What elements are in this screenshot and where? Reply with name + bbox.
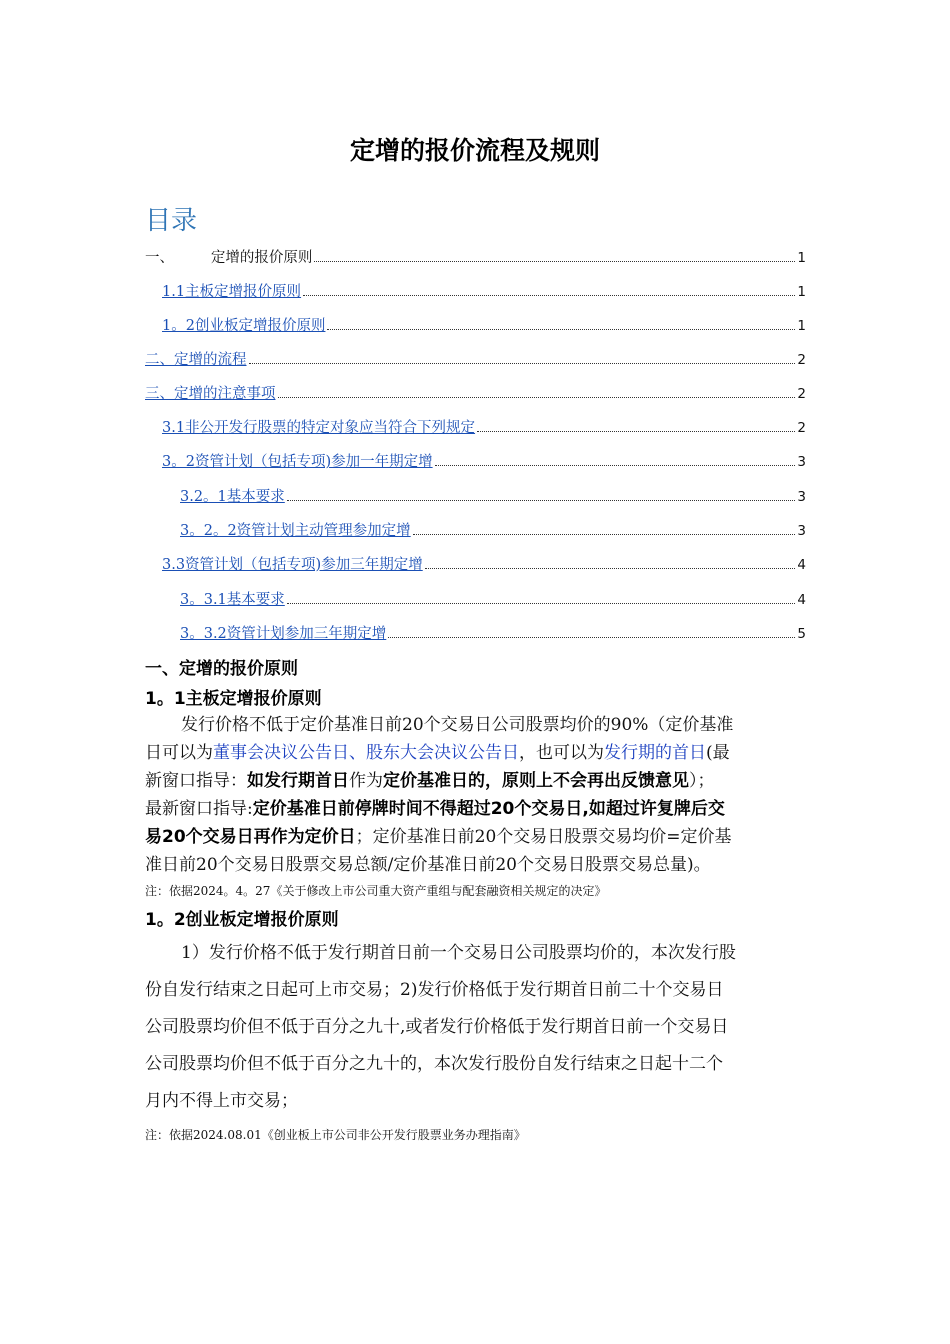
toc-item-page: 5 bbox=[797, 626, 806, 642]
toc-leader-dots bbox=[287, 499, 796, 501]
text-run: ，也可以为 bbox=[519, 743, 604, 763]
bold-text: 定价基准日前停牌时间不得超过20个交易日,如超过许复牌后交 bbox=[252, 799, 725, 819]
toc-leader-dots bbox=[435, 464, 796, 466]
paragraph-line bbox=[145, 795, 807, 823]
subsection-heading: 1。1主板定增报价原则 bbox=[145, 689, 322, 709]
toc-leader-dots bbox=[327, 328, 795, 330]
toc-item[interactable] bbox=[145, 348, 806, 370]
paragraph-line bbox=[145, 767, 807, 795]
toc-leader-dots bbox=[314, 260, 795, 262]
paragraph-line bbox=[145, 823, 807, 851]
bold-text: 定价基准日的，原则上不会再出反馈意见 bbox=[383, 771, 689, 791]
toc-item-page: 2 bbox=[797, 352, 806, 368]
toc-item-label: 1.1主板定增报价原则 bbox=[162, 284, 302, 300]
toc-item-label: 1。2创业板定增报价原则 bbox=[162, 318, 326, 334]
toc-item[interactable] bbox=[162, 553, 806, 575]
text-run: 新窗口指导： bbox=[145, 771, 247, 791]
paragraph-line bbox=[145, 739, 807, 767]
toc-item-label: 二、定增的流程 bbox=[145, 352, 247, 368]
toc-item-label: 3。2资管计划（包括专项)参加一年期定增 bbox=[162, 454, 433, 470]
subsection-heading: 1。2创业板定增报价原则 bbox=[145, 910, 339, 930]
toc-leader-dots bbox=[278, 396, 796, 398]
bold-text: 易20个交易日再作为定价日 bbox=[145, 827, 356, 847]
toc-item-page: 2 bbox=[797, 386, 806, 402]
paragraph-line: 公司股票均价但不低于百分之九十,或者发行价格低于发行期首日前一个交易日 bbox=[145, 1017, 729, 1037]
toc-item[interactable] bbox=[180, 519, 806, 541]
paragraph-line: 公司股票均价但不低于百分之九十的，本次发行股份自发行结束之日起十二个 bbox=[145, 1054, 723, 1074]
highlighted-text: 发行期的首日 bbox=[604, 743, 706, 763]
main-board-pricing-paragraph bbox=[145, 711, 807, 879]
toc-item[interactable] bbox=[180, 588, 806, 610]
text-run: 最新窗口指导: bbox=[145, 799, 253, 819]
toc-item-label: 3.2。1基本要求 bbox=[180, 489, 285, 505]
toc-item-label: 3。3.1基本要求 bbox=[180, 592, 285, 608]
toc-leader-dots bbox=[249, 362, 796, 364]
toc-item-label: 3。2。2资管计划主动管理参加定增 bbox=[180, 523, 411, 539]
source-note: 注：依据2024.08.01《创业板上市公司非公开发行股票业务办理指南》 bbox=[145, 1128, 526, 1142]
toc-item-page: 1 bbox=[797, 318, 806, 334]
toc-item[interactable] bbox=[145, 246, 806, 268]
toc-item[interactable] bbox=[162, 280, 806, 302]
toc-item[interactable] bbox=[162, 450, 806, 472]
toc-item-page: 1 bbox=[797, 284, 806, 300]
toc-heading: 目录 bbox=[145, 206, 198, 236]
toc-item-label: 三、定增的注意事项 bbox=[145, 386, 276, 402]
toc-item-label: 一、 定增的报价原则 bbox=[145, 250, 313, 266]
paragraph-line: 份自发行结束之日起可上市交易；2)发行价格低于发行期首日前二十个交易日 bbox=[145, 980, 724, 1000]
text-run: ；定价基准日前20个交易日股票交易均价=定价基 bbox=[355, 827, 732, 847]
text-run: 发行价格不低于定价基准日前20个交易日公司股票均价的90%（定价基准 bbox=[181, 715, 734, 735]
text-run: ）； bbox=[689, 771, 715, 791]
text-run: 日可以为 bbox=[145, 743, 213, 763]
toc-item-page: 4 bbox=[797, 557, 806, 573]
document-title: 定增的报价流程及规则 bbox=[349, 136, 600, 165]
toc-leader-dots bbox=[303, 294, 795, 296]
toc-item-page: 3 bbox=[797, 489, 806, 505]
source-note: 注：依据2024。4。27《关于修改上市公司重大资产重组与配套融资相关规定的决定》 bbox=[145, 884, 607, 898]
toc-item[interactable] bbox=[162, 314, 806, 336]
toc-leader-dots bbox=[388, 636, 795, 638]
toc-item-page: 3 bbox=[797, 523, 806, 539]
toc-item[interactable] bbox=[162, 416, 806, 438]
paragraph-line: 月内不得上市交易； bbox=[145, 1091, 298, 1111]
toc-item-page: 2 bbox=[797, 420, 806, 436]
paragraph-line bbox=[145, 851, 807, 879]
text-run: 作为 bbox=[349, 771, 383, 791]
toc-item[interactable] bbox=[145, 382, 806, 404]
toc-item[interactable] bbox=[180, 622, 806, 644]
toc-item-page: 4 bbox=[797, 592, 806, 608]
toc-leader-dots bbox=[287, 602, 796, 604]
chinext-pricing-paragraph bbox=[145, 935, 807, 1120]
toc-item-label: 3.3资管计划（包括专项)参加三年期定增 bbox=[162, 557, 423, 573]
toc-leader-dots bbox=[425, 567, 796, 569]
toc-leader-dots bbox=[477, 430, 795, 432]
toc-item-page: 3 bbox=[797, 454, 806, 470]
toc-leader-dots bbox=[413, 533, 796, 535]
highlighted-text: 董事会决议公告日、股东大会决议公告日 bbox=[213, 743, 519, 763]
toc-item-label: 3.1非公开发行股票的特定对象应当符合下列规定 bbox=[162, 420, 476, 436]
toc-item-label: 3。3.2资管计划参加三年期定增 bbox=[180, 626, 387, 642]
bold-text: 如发行期首日 bbox=[247, 771, 349, 791]
section-heading: 一、定增的报价原则 bbox=[145, 659, 298, 679]
paragraph-line: 1）发行价格不低于发行期首日前一个交易日公司股票均价的，本次发行股 bbox=[181, 943, 736, 963]
toc-item[interactable] bbox=[180, 485, 806, 507]
text-run: (最 bbox=[706, 743, 730, 763]
text-run: 准日前20个交易日股票交易总额/定价基准日前20个交易日股票交易总量)。 bbox=[145, 855, 711, 875]
paragraph-line bbox=[145, 711, 807, 739]
toc-item-page: 1 bbox=[797, 250, 806, 266]
